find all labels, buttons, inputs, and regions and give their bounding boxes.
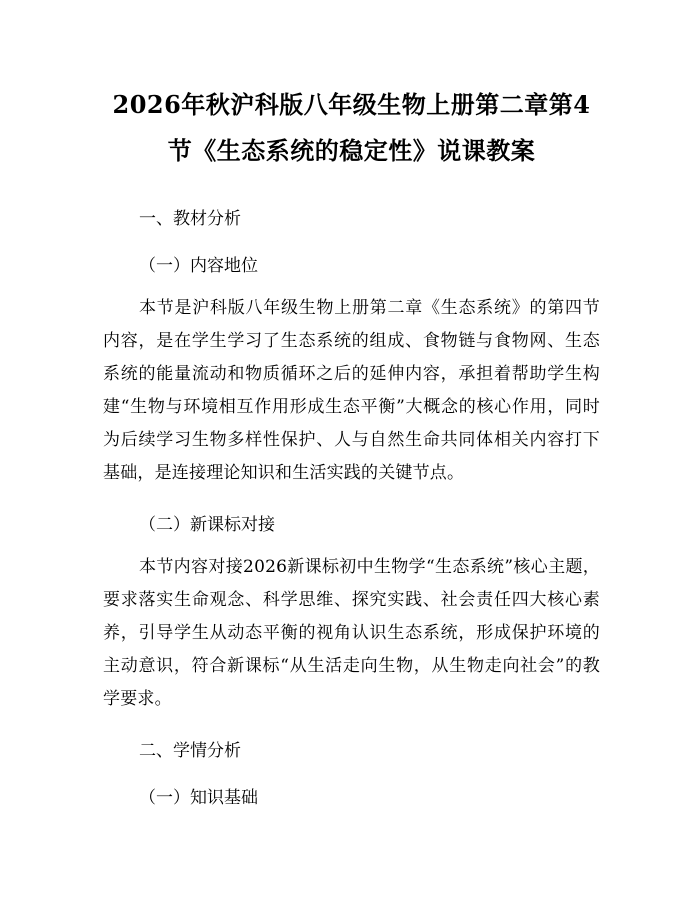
section-heading-textbook-analysis: 一、教材分析: [139, 209, 241, 229]
paragraph-new-standard: 本节内容对接2026新课标初中生物学“生态系统”核心主题，要求落实生命观念、科学思维、探究实践、社会责任四大核心素养，引导学生从动态平衡的视角认识生态系统，形成保护环境的主动意识，符合新课标“从生活走向生物，从生物走向社会”的教学要求。: [103, 557, 600, 709]
subheading-new-standard: （二）新课标对接: [139, 515, 275, 535]
section-heading-student-analysis: 二、学情分析: [139, 741, 241, 761]
paragraph-content-position: 本节是沪科版八年级生物上册第二章《生态系统》的第四节内容，是在学生学习了生态系统的组成、食物链与食物网、生态系统的能量流动和物质循环之后的延伸内容，承担着帮助学生构建“生物与环境相互作用形成生态平衡”大概念的核心作用，同时为后续学习生物多样性保护、人与自然生命共同体相关内容打下基础，是连接理论知识和生活实践的关键节点。: [103, 298, 600, 483]
subheading-knowledge-base: （一）知识基础: [139, 788, 258, 808]
document-title: 2026年秋沪科版八年级生物上册第二章第4节《生态系统的稳定性》说课教案: [112, 90, 591, 165]
subheading-content-position: （一）内容地位: [139, 256, 258, 276]
